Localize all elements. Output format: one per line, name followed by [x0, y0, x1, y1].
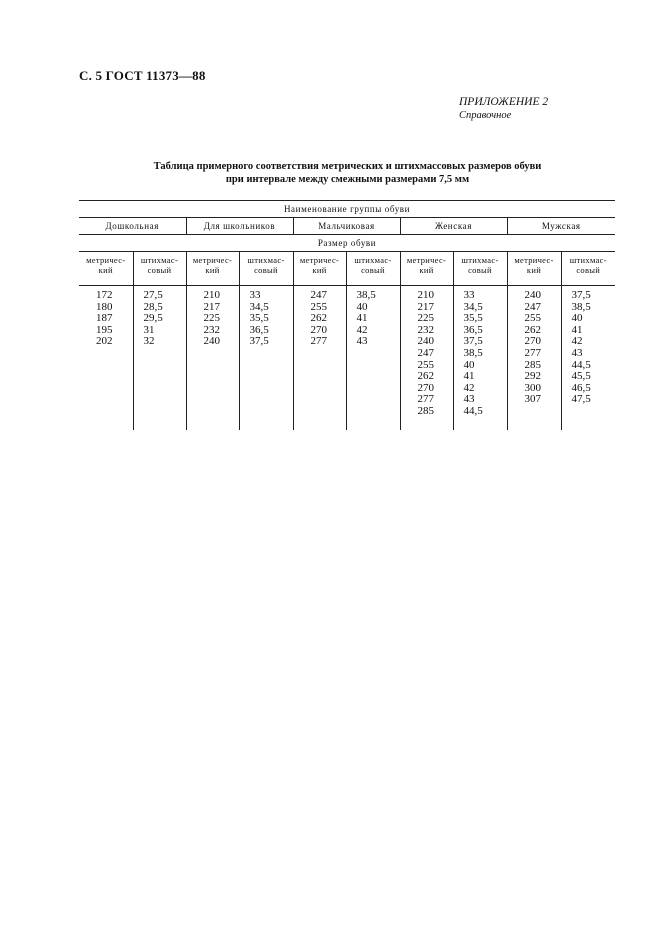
- shtih-size: 27,5: [143, 289, 163, 301]
- shtih-values: [239, 286, 293, 431]
- shtih-column-label: [453, 252, 507, 286]
- shtih-size: 46,5: [571, 381, 591, 394]
- metric-size: 270: [310, 323, 327, 336]
- metric-values: [400, 286, 453, 431]
- column-label-line: совый: [576, 265, 601, 275]
- column-label-line: метричес-: [514, 255, 554, 265]
- shtih-size: 40: [463, 358, 475, 371]
- shtih-size: 33: [249, 289, 261, 301]
- shtih-size: 34,5: [463, 300, 483, 313]
- shtih-size: 32: [143, 335, 155, 348]
- shtih-column-label: [239, 252, 293, 286]
- metric-column-label: [186, 252, 239, 286]
- shtih-size: 41: [571, 323, 583, 336]
- shtih-size: 47,5: [571, 393, 591, 406]
- shtih-size: 41: [356, 312, 368, 325]
- metric-size: 202: [96, 335, 113, 348]
- column-label-line: штихмас-: [247, 255, 285, 265]
- metric-size: 240: [417, 335, 434, 348]
- column-label-line: метричес-: [86, 255, 126, 265]
- metric-size: 247: [310, 289, 327, 301]
- shtih-size: 36,5: [463, 323, 483, 336]
- metric-size: 285: [417, 404, 434, 417]
- shtih-size: 42: [356, 323, 368, 336]
- page-header: С. 5 ГОСТ 11373—88: [79, 68, 206, 83]
- metric-column-label: [400, 252, 453, 286]
- metric-size: 255: [310, 300, 327, 313]
- metric-size: 255: [417, 358, 434, 371]
- column-label-line: кий: [205, 265, 220, 275]
- table-title-line-2: при интервале между смежными размерами 7,5 мм: [225, 173, 470, 185]
- metric-column-label: [79, 252, 133, 286]
- shtih-size: 41: [463, 370, 475, 383]
- appendix-block: [459, 96, 579, 122]
- shtih-values: [346, 286, 400, 431]
- shtih-size: 37,5: [249, 335, 269, 348]
- metric-size: 255: [524, 312, 541, 325]
- column-label-line: совый: [147, 265, 172, 275]
- group-name: Женская: [400, 218, 507, 235]
- shtih-size: 42: [571, 335, 583, 348]
- metric-size: 262: [524, 323, 541, 336]
- shtih-size: 36,5: [249, 323, 269, 336]
- shtih-size: 33: [463, 289, 475, 301]
- size-header: Размер обуви: [317, 238, 377, 248]
- shtih-column-label: [561, 252, 615, 286]
- group-name: Мальчиковая: [293, 218, 400, 235]
- shtih-size: 29,5: [143, 312, 163, 325]
- shtih-size: 40: [571, 312, 583, 325]
- column-label-line: кий: [98, 265, 113, 275]
- column-label-line: штихмас-: [461, 255, 499, 265]
- shtih-size: 35,5: [463, 312, 483, 325]
- metric-size: 232: [417, 323, 434, 336]
- shtih-size: 35,5: [249, 312, 269, 325]
- metric-values: [186, 286, 239, 431]
- shtih-size: 34,5: [249, 300, 269, 313]
- metric-size: 247: [417, 346, 434, 359]
- shtih-size: 44,5: [463, 404, 483, 417]
- column-label-line: штихмас-: [569, 255, 607, 265]
- shtih-size: 42: [463, 381, 475, 394]
- column-label-line: штихмас-: [354, 255, 392, 265]
- column-label-line: кий: [312, 265, 327, 275]
- shtih-size: 38,5: [356, 289, 376, 301]
- shtih-values: [133, 286, 186, 431]
- column-label-line: кий: [419, 265, 434, 275]
- metric-size: 240: [524, 289, 541, 301]
- shtih-size: 37,5: [463, 335, 483, 348]
- shtih-values: [561, 286, 615, 431]
- appendix-reference: Справочное: [459, 110, 512, 121]
- group-names-row: [79, 218, 615, 235]
- metric-size: 240: [203, 335, 220, 348]
- column-label-line: совый: [254, 265, 278, 275]
- metric-size: 217: [203, 300, 220, 313]
- shtih-size: 38,5: [463, 346, 483, 359]
- metric-size: 180: [96, 300, 113, 313]
- column-label-line: метричес-: [192, 255, 233, 265]
- shtih-size: 45,5: [571, 370, 591, 383]
- shtih-size: 31: [143, 323, 155, 336]
- metric-size: 210: [203, 289, 220, 301]
- metric-size: 300: [524, 381, 541, 394]
- table-row: [79, 286, 615, 431]
- table-title: [80, 161, 615, 186]
- column-label-line: совый: [468, 265, 492, 275]
- shtih-size: 38,5: [571, 300, 591, 313]
- shtih-values: [453, 286, 507, 431]
- column-label-line: штихмас-: [140, 255, 179, 265]
- metric-column-label: [293, 252, 346, 286]
- table-title-line-1: Таблица примерного соответствия метрических и штихмассовых размеров обуви: [153, 161, 542, 172]
- metric-values: [79, 286, 133, 431]
- group-name: Мужская: [507, 218, 615, 235]
- size-correspondence-table: [79, 200, 615, 430]
- metric-size: 247: [524, 300, 541, 313]
- metric-size: 225: [203, 312, 220, 325]
- metric-size: 277: [524, 346, 541, 359]
- column-label-line: метричес-: [406, 255, 447, 265]
- shtih-column-label: [346, 252, 400, 286]
- shtih-size: 44,5: [571, 358, 591, 371]
- shtih-size: 37,5: [571, 289, 591, 301]
- metric-size: 217: [417, 300, 434, 313]
- metric-size: 172: [96, 289, 113, 301]
- metric-size: 262: [310, 312, 327, 325]
- shtih-size: 28,5: [143, 300, 163, 313]
- shtih-size: 40: [356, 300, 368, 313]
- group-header: Наименование группы обуви: [283, 204, 411, 214]
- metric-values: [293, 286, 346, 431]
- shtih-size: 43: [356, 335, 368, 348]
- group-name: Для школьников: [186, 218, 293, 235]
- metric-size: 270: [524, 335, 541, 348]
- column-label-line: совый: [361, 265, 385, 275]
- metric-values: [507, 286, 561, 431]
- metric-size: 232: [203, 323, 220, 336]
- metric-size: 225: [417, 312, 434, 325]
- column-label-line: кий: [526, 265, 542, 275]
- column-labels-row: [79, 252, 615, 286]
- metric-column-label: [507, 252, 561, 286]
- metric-size: 187: [96, 312, 113, 325]
- metric-size: 277: [417, 393, 434, 406]
- metric-size: 195: [96, 323, 113, 336]
- metric-size: 307: [524, 393, 541, 406]
- column-label-line: метричес-: [299, 255, 340, 265]
- metric-size: 262: [417, 370, 434, 383]
- group-name: Дошкольная: [105, 221, 159, 231]
- shtih-column-label: [133, 252, 186, 286]
- shtih-size: 43: [571, 346, 583, 359]
- metric-size: 270: [417, 381, 434, 394]
- metric-size: 285: [524, 358, 541, 371]
- appendix-label: ПРИЛОЖЕНИЕ 2: [459, 96, 549, 108]
- metric-size: 210: [417, 289, 434, 301]
- metric-size: 277: [310, 335, 327, 348]
- metric-size: 292: [524, 370, 541, 383]
- shtih-size: 43: [463, 393, 475, 406]
